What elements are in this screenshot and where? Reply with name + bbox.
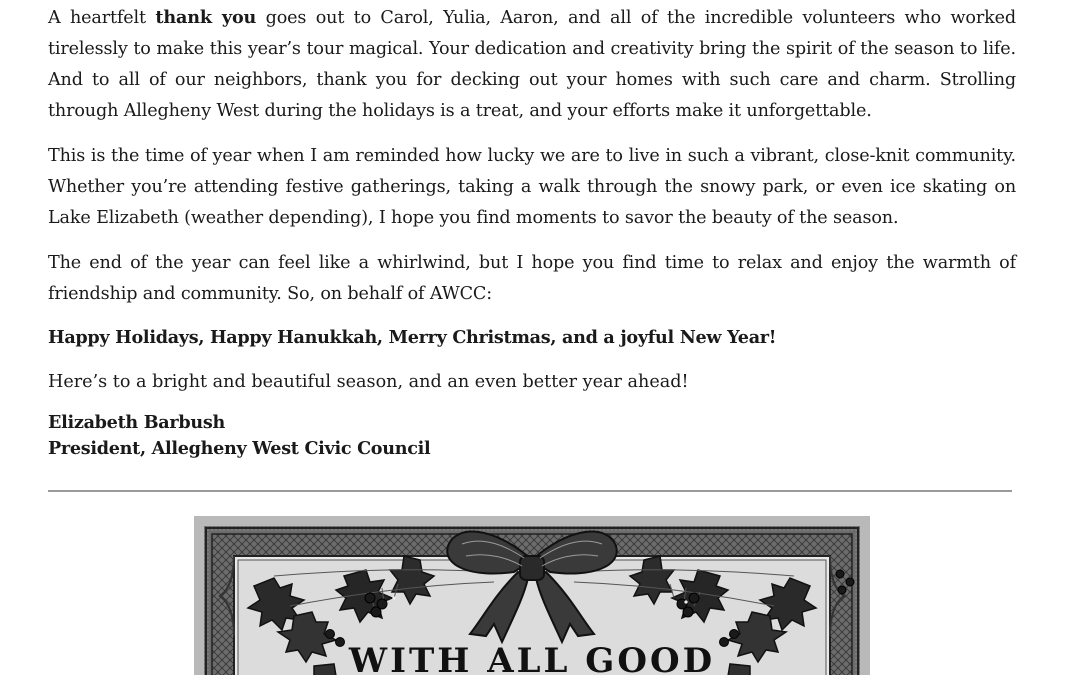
holly-bow-illustration [194, 516, 870, 675]
holiday-greeting: Happy Holidays, Happy Hanukkah, Merry Christmas, and a joyful New Year! [48, 327, 777, 348]
card-headline: WITH ALL GOOD [348, 641, 716, 675]
whirlwind-paragraph: The end of the year can feel like a whirlwind, but I hope you find time to relax and enjoy the warmth of friendship and community. So, on behalf of AWCC: [48, 253, 1016, 304]
signature-name: Elizabeth Barbush [48, 412, 225, 433]
p1-intro: A heartfelt [48, 8, 156, 28]
holiday-card-image [194, 516, 870, 675]
p1-rest: goes out to Carol, Yulia, Aaron, and all of the incredible volunteers who worked tirelessly to make this year’s tour magical. Your dedication and creativity bring the spirit of the season to life. And to all of our neighbors, thank you for decking out your homes with such care and charm. Strolling through Allegheny West during the holidays is a treat, and your efforts make it unforgettable. [48, 8, 1016, 121]
signature-title: President, Allegheny West Civic Council [48, 438, 431, 459]
community-paragraph: This is the time of year when I am reminded how lucky we are to live in such a vibrant, close-knit community. Whether you’re attending festive gatherings, taking a walk through the snowy park, or even ice skating on Lake Elizabeth (weather depending), I hope you find moments to savor the beauty of the season. [48, 146, 1016, 228]
thank-you-paragraph [48, 2, 1016, 127]
letter-body [48, 2, 1016, 462]
closing-line: Here’s to a bright and beautiful season, and an even better year ahead! [48, 372, 689, 392]
p1-bold-thanks: thank you [155, 7, 257, 28]
section-divider [48, 490, 1012, 492]
